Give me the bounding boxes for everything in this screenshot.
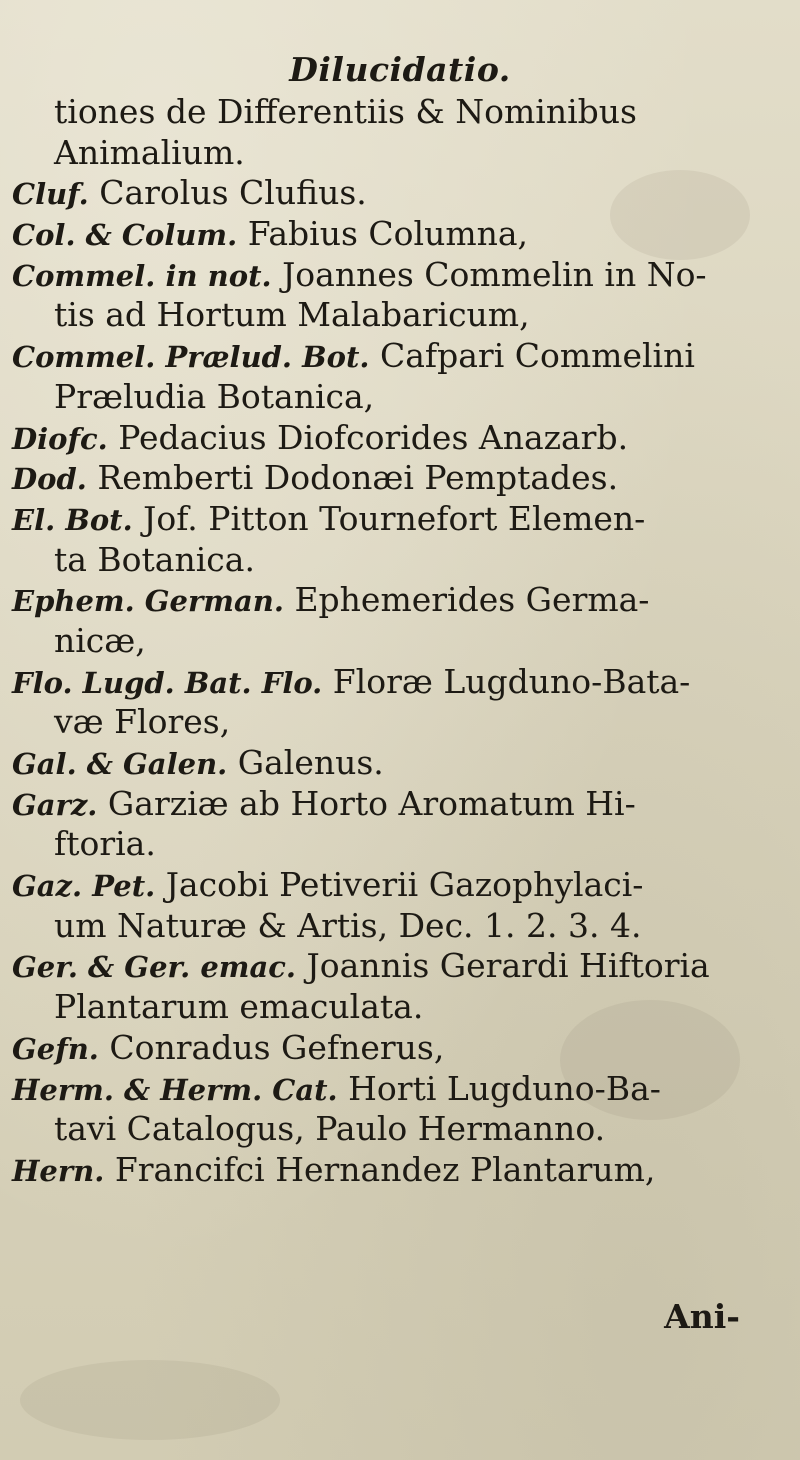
- entry-text: tiones de Differentiis & Nominibus: [54, 92, 637, 131]
- bibliography-entry: [12, 92, 792, 173]
- entry-abbreviation: Gaz. Pet.: [12, 869, 156, 904]
- entry-abbreviation: Diofc.: [12, 421, 108, 456]
- entry-abbreviation: Garz.: [12, 787, 98, 822]
- entry-text: Joannis Gerardi Hiftoria: [306, 946, 710, 986]
- entry-text: væ Flores,: [54, 702, 231, 742]
- entry-first-line: [12, 865, 792, 906]
- entry-text: Conradus Gefnerus,: [109, 1027, 445, 1067]
- entry-text: Jacobi Petiverii Gazophylaci-: [165, 865, 644, 905]
- entry-abbreviation: Ger. & Ger. emac.: [12, 950, 297, 985]
- entry-abbreviation: Dod.: [12, 462, 87, 497]
- entry-text: Jof. Pitton Tournefort Elemen-: [143, 498, 646, 538]
- entry-continuation-line: [12, 1109, 792, 1150]
- entry-continuation-line: [12, 702, 792, 743]
- entry-first-line: [12, 458, 792, 499]
- entry-text: Præludia Botanica,: [54, 376, 375, 416]
- bibliography-entry: [12, 580, 792, 661]
- entry-text: Garziæ ab Horto Aromatum Hi-: [107, 783, 636, 823]
- bibliography-entry: [12, 173, 792, 214]
- entry-text: Ephemerides Germa-: [294, 580, 650, 620]
- bibliography-entry: [12, 1150, 792, 1191]
- entry-text: Carolus Clufius.: [99, 173, 367, 213]
- entry-first-line: [12, 580, 792, 621]
- bibliography-entry: [12, 1069, 792, 1150]
- entry-first-line: [12, 173, 792, 214]
- entry-first-line: [12, 499, 792, 540]
- entry-abbreviation: Col. & Colum.: [12, 218, 238, 253]
- entry-text: Cafpari Commelini: [379, 336, 695, 376]
- entry-continuation-line: [12, 377, 792, 418]
- entry-text: Floræ Lugduno-Bata-: [332, 661, 691, 701]
- entry-abbreviation: Commel. Prælud. Bot.: [12, 340, 370, 375]
- bibliography-entry: [12, 865, 792, 946]
- entry-text: Animalium.: [54, 132, 245, 172]
- entry-text: Remberti Dodonæi Pemptades.: [97, 458, 619, 498]
- entry-text: nicæ,: [54, 620, 146, 660]
- entry-abbreviation: Gefn.: [12, 1031, 99, 1066]
- entry-text: Francifci Hernandez Plantarum,: [114, 1149, 656, 1189]
- abbreviation-list: [12, 92, 792, 1191]
- bibliography-entry: [12, 743, 792, 784]
- bibliography-entry: [12, 214, 792, 255]
- entry-text: Joannes Commelin in No-: [282, 254, 707, 294]
- entry-text: tis ad Hortum Malabaricum,: [54, 295, 530, 335]
- entry-text: Fabius Columna,: [247, 214, 529, 254]
- entry-text: um Naturæ & Artis, Dec. 1. 2. 3. 4.: [54, 905, 642, 945]
- bibliography-entry: [12, 946, 792, 1027]
- bibliography-entry: [12, 499, 792, 580]
- entry-first-line: [12, 1028, 792, 1069]
- bibliography-entry: [12, 1028, 792, 1069]
- bibliography-entry: [12, 336, 792, 417]
- entry-text: tavi Catalogus, Paulo Hermanno.: [54, 1109, 606, 1149]
- bibliography-entry: [12, 784, 792, 865]
- entry-text: ta Botanica.: [54, 539, 255, 579]
- entry-text: Pedacius Diofcorides Anazarb.: [118, 417, 629, 457]
- entry-text: Plantarum emaculata.: [54, 987, 424, 1027]
- entry-first-line: [12, 336, 792, 377]
- entry-first-line: [12, 946, 792, 987]
- entry-first-line: [12, 743, 792, 784]
- entry-abbreviation: Ephem. German.: [12, 584, 284, 619]
- entry-first-line: [12, 214, 792, 255]
- entry-text: Galenus.: [237, 743, 384, 782]
- paper-stain: [20, 1360, 280, 1440]
- entry-first-line: [12, 92, 792, 133]
- entry-abbreviation: Commel. in not.: [12, 258, 272, 293]
- entry-abbreviation: Gal. & Galen.: [12, 747, 228, 781]
- entry-first-line: [12, 1150, 792, 1191]
- entry-abbreviation: Flo. Lugd. Bat. Flo.: [12, 665, 323, 700]
- entry-first-line: [12, 662, 792, 703]
- entry-first-line: [12, 784, 792, 825]
- entry-abbreviation: El. Bot.: [12, 502, 133, 537]
- entry-first-line: [12, 418, 792, 459]
- bibliography-entry: [12, 662, 792, 743]
- entry-abbreviation: Cluf.: [12, 177, 89, 212]
- entry-continuation-line: [12, 906, 792, 947]
- entry-continuation-line: [12, 295, 792, 336]
- entry-continuation-line: [12, 621, 792, 662]
- bibliography-entry: [12, 255, 792, 336]
- entry-abbreviation: Hern.: [12, 1153, 105, 1188]
- catchword: Ani-: [664, 1297, 740, 1336]
- entry-continuation-line: [12, 133, 792, 174]
- entry-first-line: [12, 1069, 792, 1110]
- entry-text: ftoria.: [54, 824, 156, 864]
- entry-first-line: [12, 255, 792, 296]
- entry-continuation-line: [12, 824, 792, 865]
- bibliography-entry: [12, 418, 792, 459]
- entry-continuation-line: [12, 987, 792, 1028]
- bibliography-entry: [12, 458, 792, 499]
- entry-text: Horti Lugduno-Ba-: [348, 1068, 661, 1108]
- running-header: Dilucidatio.: [289, 50, 511, 89]
- entry-abbreviation: Herm. & Herm. Cat.: [12, 1072, 338, 1107]
- entry-continuation-line: [12, 540, 792, 581]
